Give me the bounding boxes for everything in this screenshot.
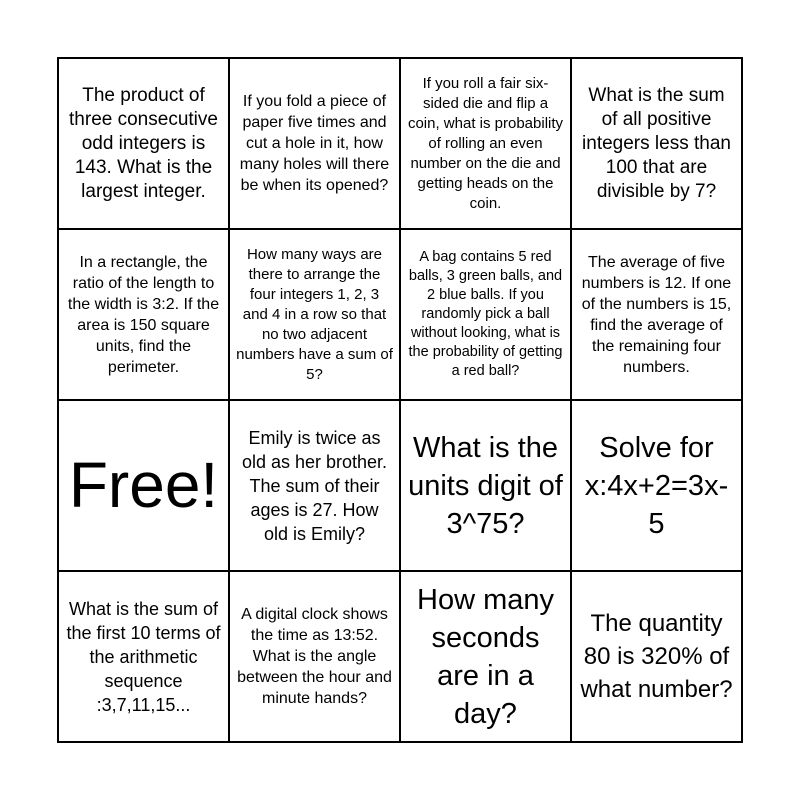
bingo-cell[interactable]: How many seconds are in a day? [400,571,571,742]
bingo-cell[interactable]: The average of five numbers is 12. If one of the numbers is 15, find the average of the remaining four numbers. [571,229,742,400]
bingo-cell[interactable]: A bag contains 5 red balls, 3 green balls, and 2 blue balls. If you randomly pick a ball without looking, what is the probability of getting a red ball? [400,229,571,400]
bingo-cell[interactable]: In a rectangle, the ratio of the length to the width is 3:2. If the area is 150 square units, find the perimeter. [58,229,229,400]
bingo-cell[interactable]: The product of three consecutive odd integers is 143. What is the largest integer. [58,58,229,229]
bingo-cell[interactable]: Emily is twice as old as her brother. The sum of their ages is 27. How old is Emily? [229,400,400,571]
bingo-cell[interactable]: A digital clock shows the time as 13:52. What is the angle between the hour and minute hands? [229,571,400,742]
bingo-cell[interactable]: How many ways are there to arrange the four integers 1, 2, 3 and 4 in a row so that no two adjacent numbers have a sum of 5? [229,229,400,400]
bingo-cell[interactable]: What is the sum of all positive integers less than 100 that are divisible by 7? [571,58,742,229]
bingo-cell[interactable]: Solve for x:4x+2=3x-5 [571,400,742,571]
bingo-card [57,57,743,743]
free-space-cell[interactable]: Free! [58,400,229,571]
bingo-cell[interactable]: What is the units digit of 3^75? [400,400,571,571]
bingo-cell[interactable]: The quantity 80 is 320% of what number? [571,571,742,742]
bingo-cell[interactable]: If you fold a piece of paper five times and cut a hole in it, how many holes will there be when its opened? [229,58,400,229]
bingo-cell[interactable]: What is the sum of the first 10 terms of the arithmetic sequence :3,7,11,15... [58,571,229,742]
bingo-cell[interactable]: If you roll a fair six-sided die and flip a coin, what is probability of rolling an even number on the die and getting heads on the coin. [400,58,571,229]
